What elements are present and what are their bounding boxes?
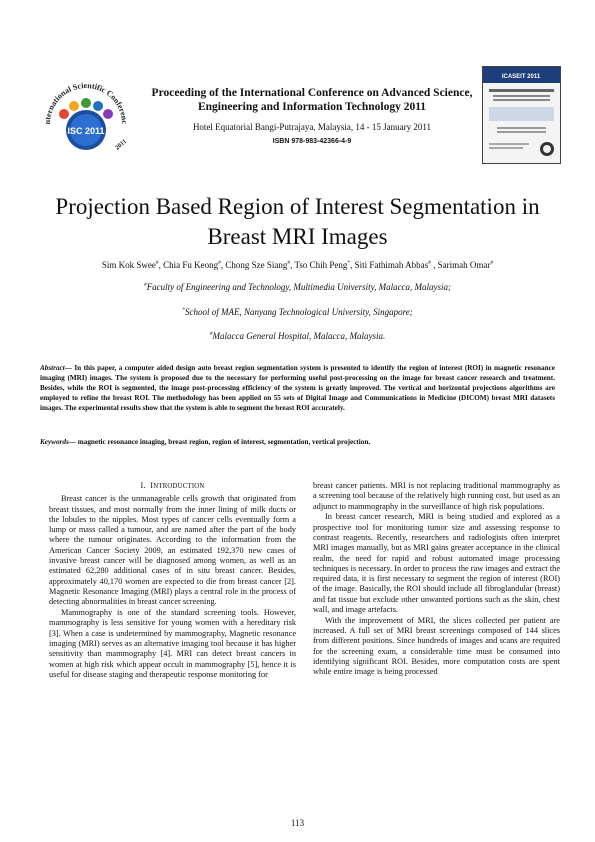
svg-text:ICASEIT 2011: ICASEIT 2011 xyxy=(501,74,541,80)
proceedings-cover-icon xyxy=(482,66,561,164)
svg-text:ISC 2011: ISC 2011 xyxy=(67,126,105,136)
svg-text:International Scientific Confe: nternational Scientific Conferenc xyxy=(42,80,130,125)
keywords: Keywords— magnetic resonance imaging, breast region, region of interest, segmentation, vertical projection. xyxy=(40,438,371,446)
body-paragraph: breast cancer patients. MRI is not replacing traditional mammography as a screening tool because of the relatively high running cost, but used as an adjunct to mammography in the surveillance of high risk populations. xyxy=(313,481,560,511)
author: Sarimah Omar# xyxy=(437,260,494,270)
affiliation: *School of MAE, Nanyang Technological University, Singapore; xyxy=(182,307,413,317)
svg-text:2011: 2011 xyxy=(113,138,129,152)
conference-header xyxy=(36,66,559,166)
author: Tso Chih Peng* xyxy=(294,260,351,270)
conference-title: Proceeding of the International Conference on Advanced Science, Engineering and Information Technology 2011 xyxy=(151,87,473,113)
author: Chia Fu Keong# xyxy=(163,260,221,270)
paper-title: Projection Based Region of Interest Segmentation in Breast MRI Images xyxy=(55,194,540,249)
left-column xyxy=(49,481,296,681)
author: Siti Fathimah Abbas# xyxy=(354,260,431,270)
affiliation: #Malacca General Hospital, Malacca, Malaysia. xyxy=(209,331,386,341)
affiliation: #Faculty of Engineering and Technology, Multimedia University, Malacca, Malaysia; xyxy=(143,282,452,292)
body-paragraph: With the improvement of MRI, the slices collected per patient are increased. A full set of MRI breast screenings composed of 144 slices from different positions. Since hundreds of images and scans are required for the screening exam, a considerable time must be consumed into identifying significant ROI. Besides, more computation costs are spent while entire image is being processed xyxy=(313,615,560,677)
conference-logo-icon xyxy=(36,74,136,160)
author: Sim Kok Swee# xyxy=(101,260,159,270)
author-list: Sim Kok Swee#, Chia Fu Keong#, Chong Sze Siang#, Tso Chih Peng*, Siti Fathimah Abbas# , Sarimah Omar# xyxy=(101,260,494,270)
conference-venue: Hotel Equatorial Bangi-Putrajaya, Malaysia, 14 - 15 January 2011 xyxy=(192,122,432,132)
conference-isbn: ISBN 978-983-42366-4-9 xyxy=(272,138,352,145)
section-heading: I. INTRODUCTION xyxy=(140,481,205,490)
right-column xyxy=(313,481,560,678)
body-paragraph: Breast cancer is the unmanageable cells growth that originated from breast tissues, and most normally from the inner lining of milk ducts or the lobules to the nipples. Most types of cancer cells eventually form a lump or mass called a tumour, and are named after the part of the body where the tumour originates. According to the information from the American Cancer Society 2009, an estimated 192,370 new cases of invasive breast cancer will be diagnosed among women, as well as an estimated 62,280 additional cases of in situ breast cancer. Besides, approximately 40,170 women are expected to die from breast cancer [2]. Magnetic Resonance Imaging (MRI) plays a central role in the process of detecting abnormalities in breast cancer screening. xyxy=(49,494,296,607)
author: Chong Sze Siang# xyxy=(225,260,291,270)
keywords-label: Keywords xyxy=(40,438,69,446)
page-number: 113 xyxy=(290,818,305,828)
abstract: Abstract— In this paper, a computer aided design auto breast region segmentation system is presented to identify the region of interest (ROI) in magnetic resonance imaging (MRI) images. The system is proposed due to the necessary for performing useful post-processing on the image for breast cancer research and treatment. Besides, while the ROI is segmented, the image post-processing efficiency of the system is greatly improved. The vertical and horizontal projections algorithms are employed to refine the breast ROI. The methodology has been applied on 55 sets of Digital Image and Communications in Medicine (DICOM) breast MRI datasets images. The experimental results show that the system is able to segment the breast ROI accurately. xyxy=(40,364,555,412)
body-paragraph: Mammography is one of the standard screening tools. However, mammography is less sensitive for young women with a hereditary risk [3]. When a case is undetermined by mammography, Magnetic resonance imaging (MRI) serves as an alternative imaging tool because it has higher sensitivity than mammography [4]. MRI can detect breast cancers in women at high risk which appear occult in mammography [5], hence it is useful for disease staging and therapeutic response monitoring for xyxy=(49,608,296,679)
abstract-label: Abstract xyxy=(40,364,65,372)
body-paragraph: In breast cancer research, MRI is being studied and explored as a prospective tool for monitoring tumor size and assessing response to contrast reagents. Recently, researchers and radiologists often interpret MRI images manually, but as MRI gains greater acceptance in the clinical realm, the need for rapid and robust automated image processing techniques is necessary. In order to process the raw images and extract the required data, it is first necessary to segment the region of interest (ROI) of the image. Basically, the ROI should include all fibroglandular (breast) and fat tissue but exclude other unwanted portions such as the skin, chest wall, and image artefacts. xyxy=(313,512,560,615)
